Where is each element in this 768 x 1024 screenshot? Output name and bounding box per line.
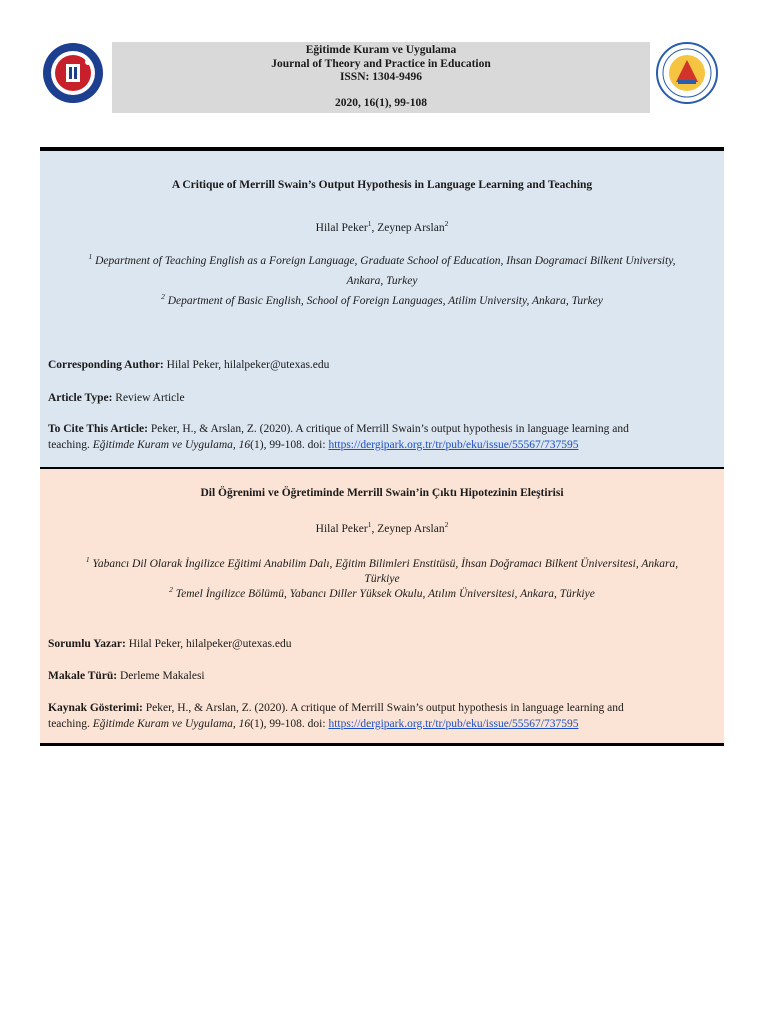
type-value: Review Article (115, 392, 185, 404)
cite-journal: Eğitimde Kuram ve Uygulama, 16 (92, 718, 251, 730)
affiliations-en (48, 251, 716, 311)
turkish-info-panel (40, 469, 724, 746)
english-info-panel (40, 147, 724, 469)
doi-link[interactable]: https://dergipark.org.tr/tr/pub/eku/issue/55567/737595 (328, 439, 579, 451)
affiliation-1: Department of Teaching English as a Foreign Language, Graduate School of Education, Ihsan Dogramaci Bilkent University, (95, 255, 676, 267)
affil-number: 2 (161, 292, 165, 302)
author-name: Zeynep Arslan (377, 523, 445, 535)
corr-value: Hilal Peker, hilalpeker@utexas.edu (128, 638, 292, 650)
affil-number: 2 (169, 585, 173, 595)
doi-link[interactable]: https://dergipark.org.tr/tr/pub/eku/issue/55567/737595 (328, 718, 579, 730)
affiliation-1: Yabancı Dil Olarak İngilizce Eğitimi Anabilim Dalı, Eğitim Bilimleri Enstitüsü, İhsan Doğramacı Bilkent Üniversitesi, Ankara, (92, 558, 679, 570)
author-name: Zeynep Arslan (377, 222, 445, 234)
affil-number: 1 (88, 252, 93, 262)
author-separator: , (371, 523, 378, 535)
article-type-en (48, 390, 716, 406)
author-affil-number: 1 (367, 520, 372, 530)
cite-rest: (1), 99-108. doi: (250, 718, 326, 730)
author-separator: , (371, 222, 378, 234)
cite-text-2: teaching. (48, 718, 90, 730)
cite-text: Peker, H., & Arslan, Z. (2020). A critique of Merrill Swain’s output hypothesis in language learning and (145, 702, 624, 714)
article-type-tr (48, 668, 716, 684)
affiliation-1-city: Ankara, Turkey (346, 275, 418, 287)
article-title-en: A Critique of Merrill Swain’s Output Hypothesis in Language Learning and Teaching (171, 179, 593, 191)
university-seal-left-icon (42, 42, 104, 104)
corresponding-author-en (48, 357, 716, 373)
corr-value: Hilal Peker, hilalpeker@utexas.edu (166, 359, 330, 371)
journal-title-en: Journal of Theory and Practice in Education (271, 57, 491, 70)
cite-label: To Cite This Article: (48, 423, 148, 435)
authors-tr (48, 520, 716, 535)
cite-rest: (1), 99-108. doi: (250, 439, 326, 451)
author-name: Hilal Peker (315, 222, 368, 234)
journal-header (112, 42, 650, 113)
citation-en (48, 421, 716, 453)
cite-journal: Eğitimde Kuram ve Uygulama, 16 (92, 439, 251, 451)
authors-en (48, 219, 716, 234)
journal-title-tr: Eğitimde Kuram ve Uygulama (305, 44, 457, 56)
volume-info: 2020, 16(1), 99-108 (335, 96, 427, 109)
article-title-tr: Dil Öğrenimi ve Öğretiminde Merrill Swain’in Çıktı Hipotezinin Eleştirisi (200, 487, 564, 499)
corr-label: Sorumlu Yazar: (48, 638, 126, 650)
affiliation-1-country: Türkiye (364, 573, 400, 585)
type-label: Article Type: (48, 392, 113, 404)
corresponding-author-tr (48, 636, 716, 652)
affiliation-2: Department of Basic English, School of Foreign Languages, Atilim University, Ankara, Turkey (167, 295, 603, 307)
author-name: Hilal Peker (315, 523, 368, 535)
issn: ISSN: 1304-9496 (339, 71, 423, 83)
author-affil-number: 2 (444, 520, 449, 530)
author-affil-number: 1 (367, 219, 372, 229)
author-affil-number: 2 (444, 219, 449, 229)
faculty-seal-right-icon (656, 42, 718, 104)
cite-text: Peker, H., & Arslan, Z. (2020). A critique of Merrill Swain’s output hypothesis in language learning and (150, 423, 629, 435)
affiliations-tr (48, 557, 716, 602)
cite-label: Kaynak Gösterimi: (48, 702, 143, 714)
affiliation-2: Temel İngilizce Bölümü, Yabancı Diller Yüksek Okulu, Atılım Üniversitesi, Ankara, Türkiye (175, 588, 595, 600)
type-value: Derleme Makalesi (120, 670, 205, 682)
cite-text-2: teaching. (48, 439, 90, 451)
affil-number: 1 (85, 555, 90, 565)
corr-label: Corresponding Author: (48, 359, 164, 371)
citation-tr (48, 700, 716, 732)
type-label: Makale Türü: (48, 670, 118, 682)
